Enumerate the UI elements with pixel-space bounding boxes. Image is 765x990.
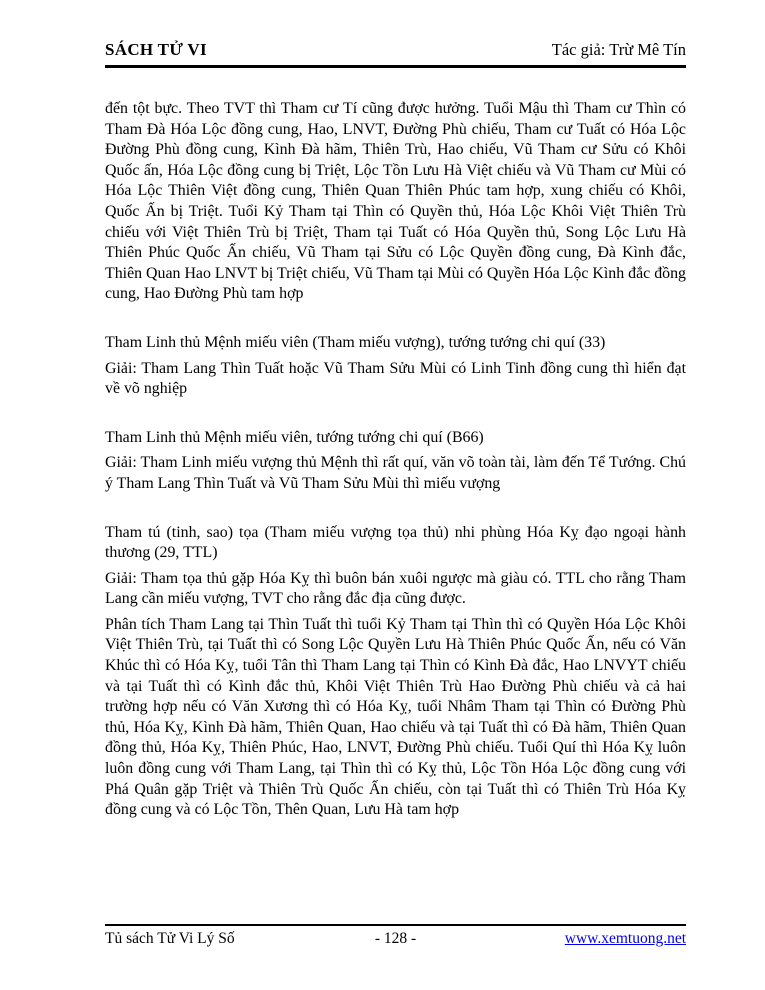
footer-website-cell — [492, 930, 686, 948]
section-explanation-33: Giải: Tham Lang Thìn Tuất hoặc Vũ Tham Sửu Mùi có Linh Tinh đồng cung thì hiển đạt về võ nghiệp — [105, 359, 686, 398]
paragraph-phan-tich: Phân tích Tham Lang tại Thìn Tuất thì tuổi Kỷ Tham tại Thìn thì có Quyền Hóa Lộc Khôi Việt Thiên Trù, tại Tuất thì có Song Lộc Quyền Lưu Hà Thiên Phúc Quốc Ấn, nếu có Văn Khúc thì có Hóa Kỵ, tuổi Tân thì Tham Lang tại Thìn có Kình Đà đắc, Hao LNVYT chiếu và tại Tuất thì có Kình đắc thủ, Khôi Việt Thiên Trù Hao Đường Phù chiếu và cả hai trường hợp nếu có Văn Xương thì có Hóa Kỵ, tuổi Nhâm Tham tại Thìn có Đường Phù thủ, Hóa Kỵ, Kình Đà hãm, Thiên Quan, Hao chiếu và tại Tuất thì có Đà hãm, Thiên Quan đồng thủ, Hóa Kỵ, Thiên Phúc, Hao, LNVT, Đường Phù chiếu. Tuổi Quí thì Hóa Kỵ luôn luôn đồng cung với Tham Lang, tại Thìn thì có Kỵ thủ, Lộc Tồn Hóa Lộc đồng cung với Phá Quân gặp Triệt và Thiên Trù Quốc Ấn chiếu, còn tại Tuất thì có Thiên Trù Hóa Kỵ đồng cung và có Lộc Tồn, Thên Quan, Lưu Hà tam hợp — [105, 615, 686, 819]
section-heading-b66: Tham Linh thủ Mệnh miếu viên, tướng tướng chi quí (B66) — [105, 428, 484, 446]
section-heading-33: Tham Linh thủ Mệnh miếu viên (Tham miếu vượng), tướng tướng chi quí (33) — [105, 333, 606, 351]
section-explanation-29-ttl: Giải: Tham tọa thủ gặp Hóa Kỵ thì buôn bán xuôi ngược mà giàu có. TTL cho rằng Tham Lang cần miếu vượng, TVT cho rằng đắc địa cũng được. — [105, 569, 686, 608]
page-header — [105, 40, 686, 68]
website-link[interactable]: www.xemtuong.net — [564, 930, 687, 947]
page-body — [105, 99, 686, 826]
paragraph-continuation: đến tột bực. Theo TVT thì Tham cư Tí cũng được hưởng. Tuổi Mậu thì Tham cư Thìn có Tham Đà Hóa Lộc đồng cung, Hao, LNVT, Đường Phù chiếu, Tham cư Tuất có Hóa Lộc Đường Phù đồng cung, Kình Đà hãm, Thiên Trù, Hao chiếu, Vũ Tham cư Sửu có Khôi Quốc ấn, Hóa Lộc đồng cung bị Triệt, Lộc Tồn Lưu Hà Việt chiếu và Vũ Tham cư Mùi có Hóa Lộc Thiên Việt đồng cung, Thiên Quan Thiên Phúc tam hợp, xung chiếu có Khôi, Quốc Ấn bị Triệt. Tuổi Kỷ Tham tại Thìn có Quyền thủ, Hóa Lộc Khôi Việt Thiên Trù chiếu với Việt Thiên Trù bị Triệt, Tham tại Tuất có Hóa Quyền thủ, Song Lộc Lưu Hà Thiên Phúc Quốc Ấn chiếu, Vũ Tham tại Sửu có Lộc Quyền đồng cung, Đà Kình đắc, Thiên Quan Hao LNVT bị Triệt chiếu, Vũ Tham tại Mùi có Quyền Hóa Lộc Kình đắc đồng cung, Hao Đường Phù tam hợp — [105, 100, 686, 303]
book-title: SÁCH TỬ VI — [105, 40, 207, 59]
page-footer — [105, 924, 686, 948]
section-explanation-b66: Giải: Tham Linh miếu vượng thủ Mệnh thì rất quí, văn võ toàn tài, làm đến Tể Tướng. Chú ý Tham Lang Thìn Tuất và Vũ Tham Sửu Mùi thì miếu vượng — [105, 454, 686, 492]
author-credit: Tác giả: Trừ Mê Tín — [551, 40, 686, 59]
section-heading-29-ttl: Tham tú (tinh, sao) tọa (Tham miếu vượng tọa thủ) nhi phùng Hóa Kỵ đạo ngoại hành thương (29, TTL) — [105, 523, 686, 562]
footer-page-number: - 128 - — [374, 930, 417, 947]
footer-series-title: Tủ sách Tử Vi Lý Số — [105, 930, 235, 947]
